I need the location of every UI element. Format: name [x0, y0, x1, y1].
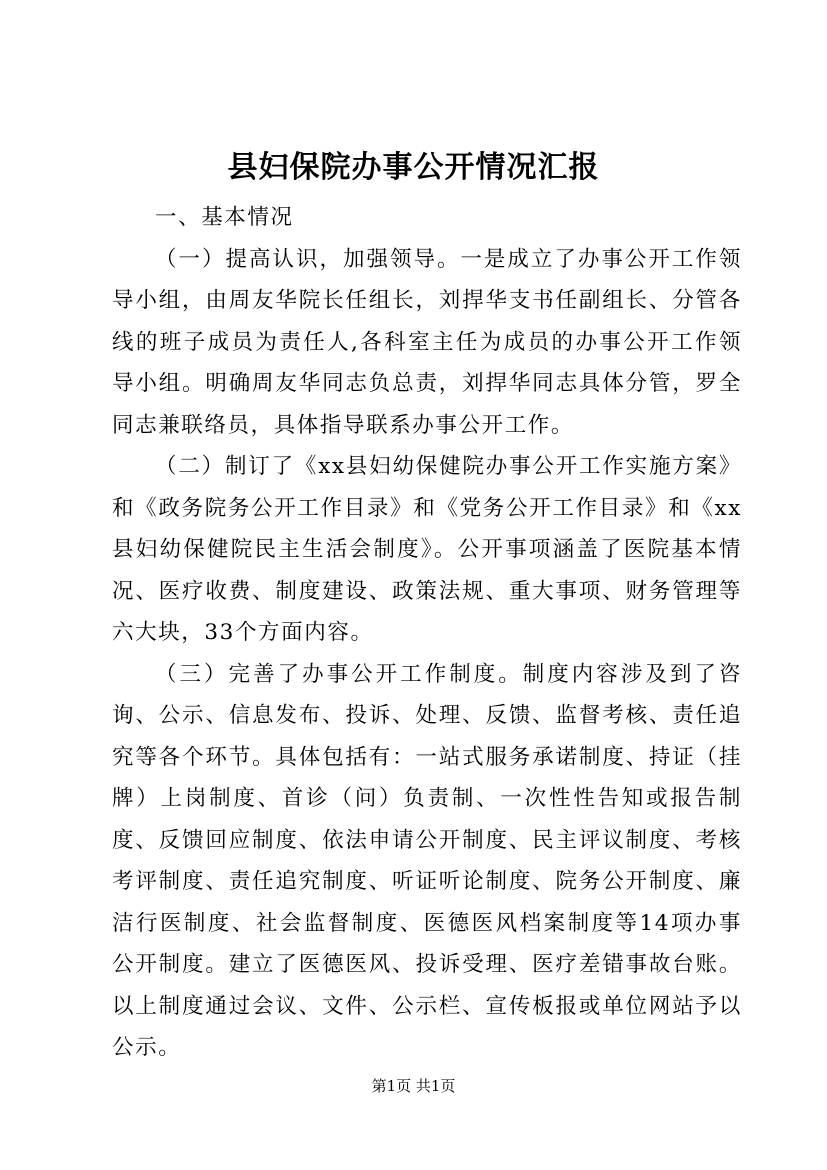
document-title: 县妇保院办事公开情况汇报: [227, 150, 600, 185]
paragraph-3: （三）完善了办事公开工作制度。制度内容涉及到了咨询、公示、信息发布、投诉、处理、反馈、监督考核、责任追究等各个环节。具体包括有：一站式服务承诺制度、持证（挂牌）上岗制度、首诊（问）负责制、一次性性告知或报告制度、反馈回应制度、依法申请公开制度、民主评议制度、考核考评制度、责任追究制度、听证听论制度、院务公开制度、廉洁行医制度、社会监督制度、医德医风档案制度等14项办事公开制度。建立了医德医风、投诉受理、医疗差错事故台账。以上制度通过会议、文件、公示栏、宣传板报或单位网站予以公示。: [112, 661, 742, 1060]
document-body: [112, 197, 742, 1069]
section-heading: 一、基本情况: [155, 205, 294, 230]
paragraph-1: （一）提高认识，加强领导。一是成立了办事公开工作领导小组，由周友华院长任组长，刘捍华支书任副组长、分管各线的班子成员为责任人,各科室主任为成员的办事公开工作领导小组。明确周友华同志负总责，刘捍华同志具体分管，罗全同志兼联络员，具体指导联系办事公开工作。: [112, 246, 742, 438]
page-footer: 第1页 共1页: [371, 1077, 456, 1095]
paragraph-2: （二）制订了《xx县妇幼保健院办事公开工作实施方案》和《政务院务公开工作目录》和《党务公开工作目录》和《xx县妇幼保健院民主生活会制度》。公开事项涵盖了医院基本情况、医疗收费、制度建设、政策法规、重大事项、财务管理等六大块，33个方面内容。: [112, 454, 742, 645]
